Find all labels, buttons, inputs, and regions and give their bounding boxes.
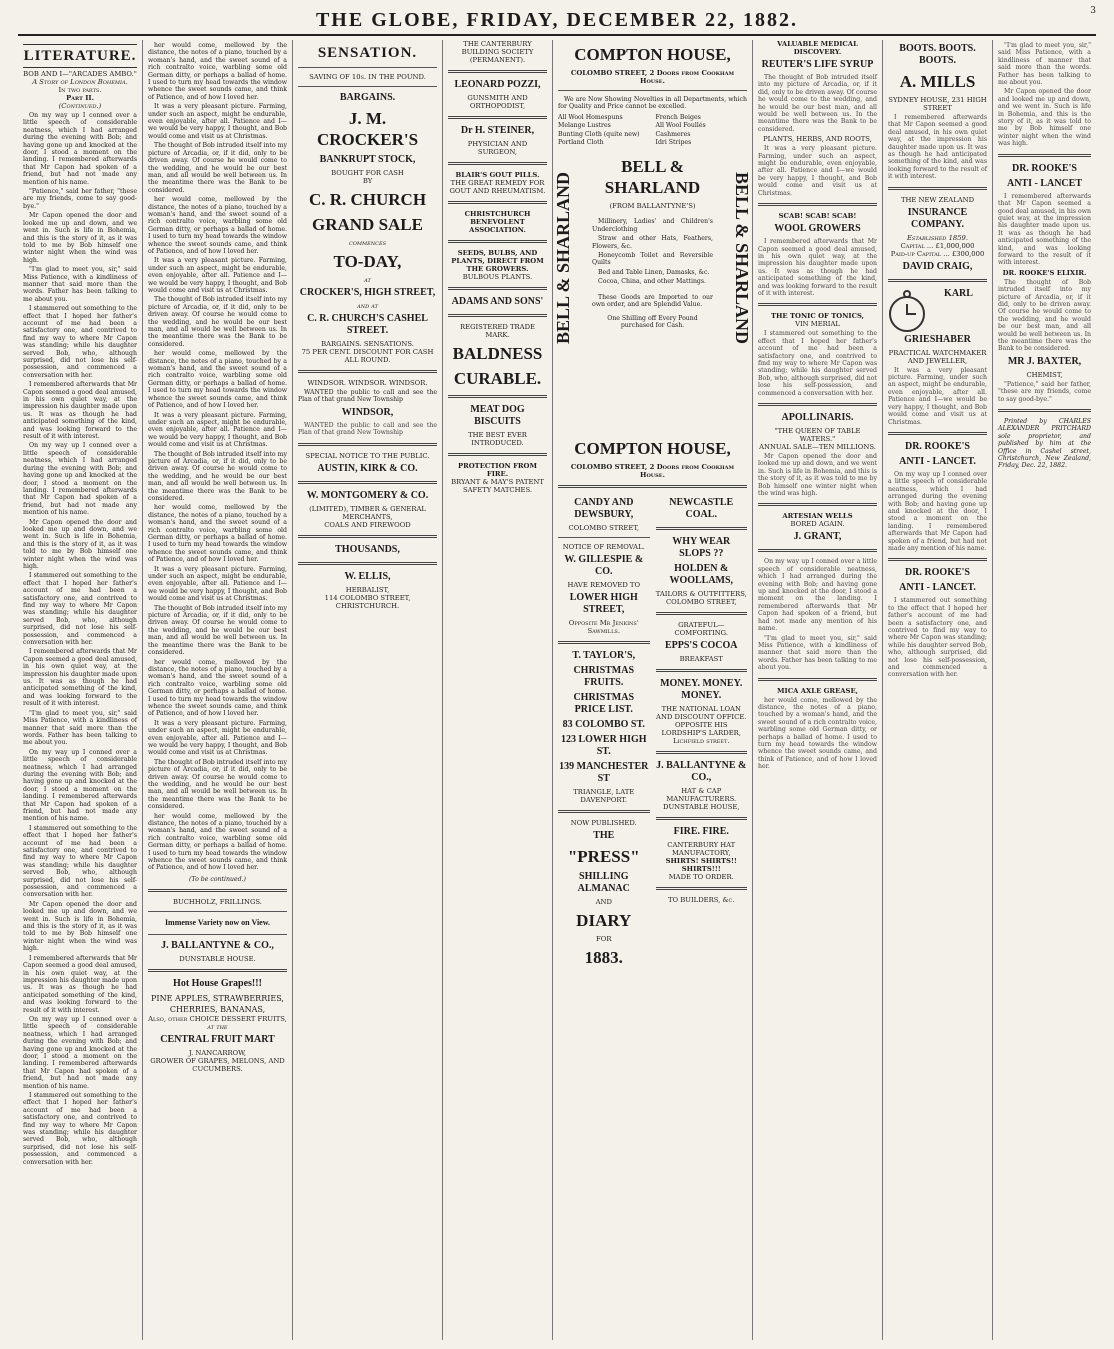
candy-dewsbury: CANDY AND DEWSBURY, (574, 497, 634, 521)
col5-lower-left (558, 494, 650, 972)
divider (298, 562, 437, 565)
story-part: Part II. (66, 94, 94, 102)
montgomery-trade: (LIMITED), TIMBER & GENERAL MERCHANTS, (309, 504, 426, 521)
story-paragraph: The thought of Bob intruded itself into my picture of Arcadia, or, if it did, only to be driven away. Of course he would come to the wedding, and he would be our best man, and all would be well between us. In the meantime there was the Bank to be considered. (148, 604, 287, 657)
epps-breakfast: BREAKFAST (679, 655, 723, 664)
column-compton-house (553, 40, 753, 1340)
taylor-name: T. TAYLOR'S, (572, 650, 636, 662)
divider (148, 889, 287, 892)
bell-sharland-title: BELL & SHARLAND (604, 157, 701, 198)
masthead (18, 6, 1096, 36)
newspaper-columns (18, 40, 1096, 1340)
story-paragraph: It was a very pleasant picture. Farming, under such an aspect, might be endurable, even enjoyable, after all. Patience and I—we would be very happy, I thought, and Bob would come and visit us at Christmas. (148, 411, 287, 449)
ad-grapes-list: PINE APPLES, STRAWBERRIES, CHERRIES, BANANAS, (151, 994, 284, 1015)
to-builders: TO BUILDERS, &c. (668, 896, 735, 905)
story-paragraph: The thought of Bob intruded itself into my picture of Arcadia, or, if it did, only to be driven away. Of course he would come to the wedding, and he would be our best man, and all would be well between us. In the meantime there was the Bank to be considered. (148, 450, 287, 502)
baxter-name: MR J. BAXTER, (1007, 355, 1082, 367)
paid-up-capital: Paid-up Capital ... £300,000 (890, 249, 985, 258)
pocket-watch-icon (888, 290, 926, 334)
austin-kirk: AUSTIN, KIRK & CO. (317, 462, 418, 474)
divider (298, 535, 437, 538)
queen-of-table-waters: "THE QUEEN OF TABLE WATERS." (774, 427, 861, 443)
story-paragraph: "I'm glad to meet you, sir," said Miss Patience, with a kindliness of manner that said more than the words. Father has been talking to me about you. (23, 709, 137, 747)
bell-sharland-block (553, 152, 752, 432)
divider (448, 395, 547, 398)
divider (558, 537, 650, 538)
compton-house-address: COLOMBO STREET, 2 Doors from Cookham House. (570, 69, 735, 85)
divider (656, 669, 748, 672)
holden-trade: TAILORS & OUTFITTERS, (655, 590, 747, 599)
almanac-the: THE (593, 830, 615, 842)
compton-house-title: COMPTON HOUSE, (574, 45, 731, 64)
divider (298, 443, 437, 446)
newcastle-coal: NEWCASTLE COAL. (669, 497, 734, 521)
column-advertisements-c (753, 40, 883, 1340)
divider (558, 90, 747, 91)
christmas-fruits: CHRISTMAS FRUITS. (573, 665, 635, 689)
column-advertisements-d (883, 40, 993, 1340)
divider (998, 154, 1091, 157)
crocker-name: J. M. CROCKER'S (316, 109, 419, 149)
holden-woollams: HOLDEN & WOOLLAMS, (669, 563, 734, 587)
story-subtitle: A Story of London Bohemia. (32, 78, 128, 86)
bargains-sensations: BARGAINS. SENSATIONS. (321, 340, 414, 348)
capital: Capital ... £1,000,000 (900, 241, 975, 250)
ad-ballantyne-place: DUNSTABLE HOUSE. (179, 955, 256, 964)
lichfield-street: Lichfield street. (672, 737, 730, 746)
story-parts: In two parts. (58, 86, 102, 94)
own-order: These Goods are Imported to our own order, and are Splendid Value. (592, 293, 713, 309)
anti-lancet-1: ANTI - LANCET. (899, 455, 976, 467)
watchmaker-body: It was a very pleasant picture. Farming, under such an aspect, might be endurable, even enjoyable, after all. Patience and I—we would be very happy, I thought, and Bob would come and visit us at Christmas. (888, 366, 987, 426)
notice-removal: NOTICE OF REMOVAL. (562, 543, 645, 552)
gillespie-name: W. GILLESPIE & CO. (564, 554, 644, 578)
reuters-syrup: REUTER'S LIFE SYRUP (761, 59, 874, 70)
have-removed: HAVE REMOVED TO (567, 581, 641, 590)
bored-again: BORED AGAIN. (790, 520, 845, 529)
fabric-list (558, 114, 747, 147)
divider (448, 116, 547, 119)
windsor-body: WANTED the public to call and see the Plan of that grand New Township (298, 389, 437, 404)
cash-discount: One Shilling off Every Pound purchased for Cash. (607, 314, 698, 329)
story-paragraph: I stammered out something to the effect that I hoped her father's account of me had been a satisfactory one, and contrived to find my way to where Mr Capon was standing; while his daughter served Bob, who, although surprised, did not lose his self-possession, and commenced a conversation with her. (23, 572, 137, 647)
shirts: SHIRTS! SHIRTS!! SHIRTS!!! (665, 857, 737, 874)
fabric-item: Melange Lustres (558, 122, 611, 130)
divider (656, 817, 748, 820)
shilling-almanac: SHILLING ALMANAC (577, 871, 630, 895)
now-published: NOW PUBLISHED. (570, 819, 637, 828)
crocker-address: CROCKER'S, HIGH STREET, (299, 287, 436, 298)
divider (656, 612, 748, 615)
divider (558, 485, 747, 488)
candy-address: COLOMBO STREET, (568, 524, 640, 533)
divider (448, 70, 547, 73)
money-money: MONEY. MONEY. MONEY. (660, 678, 743, 702)
bell-sharland-main (592, 152, 713, 329)
story-paragraph: The thought of Bob intruded itself into my picture of Arcadia, or, if it did, only to be driven away. Of course he would come to the wedding, and he would be our best man, and all would be well between us. In the meantime there was the Bank to be considered. (148, 296, 287, 348)
divider (448, 314, 547, 317)
col5-lower-right (656, 494, 748, 972)
divider (656, 887, 748, 890)
almanac-and: AND (595, 898, 612, 907)
wool-body: I remembered afterwards that Mr Capon seemed a good deal amused, in his own quiet way, at the impression his daughter made upon us. It was as though he had anticipated something of the kind, and was looking forward to the result of it with interest. (758, 238, 877, 297)
story-paragraph: On my way up I conned over a little speech of considerable neatness, which I had arranged during the evening with Bob; and having gone up and knocked at the door, I stood a moment on the landing. I remembered afterwards that Mr Capon had spoken of a friend, but had not made any mention of his name. (23, 748, 137, 823)
anti-lancet-3: ANTI - LANCET (1006, 177, 1082, 189)
almanac-press: "PRESS" (567, 847, 640, 867)
mills-name: A. MILLS (899, 72, 976, 91)
colombo-83: 83 COLOMBO ST. (562, 719, 645, 731)
divider (888, 187, 987, 190)
christmas-price-list: CHRISTMAS PRICE LIST. (573, 692, 635, 716)
apollinaris: APOLLINARIS. (781, 412, 854, 423)
meat-dog-biscuits-sub: THE BEST EVER INTRODUCED. (468, 431, 527, 447)
rooke-body: The thought of Bob intruded itself into my picture of Arcadia, or, if it did, only to be driven away. Of course he would come to the wedding, and he would be our best man, and all would be well between us. In the meantime there was the Bank to be considered. (998, 278, 1091, 353)
sydney-house: SYDNEY HOUSE, 231 HIGH STREET (888, 96, 987, 112)
hat-manufactory: CANTERBURY HAT MANUFACTORY, (667, 841, 736, 858)
registered-trade-mark: REGISTERED TRADE MARK. (459, 323, 535, 339)
story-paragraph: Mr Capon opened the door and looked me up and down, and we went in. Such is life in Bohemia, and this is the story of it, as it was told to me by Bob himself one winter night when the wind was high. (23, 518, 137, 570)
story-paragraph: I stammered out something to the effect that I hoped her father's account of me had been a satisfactory one, and contrived to find my way to where Mr Capon was standing; while his daughter served Bob, who, although surprised, did not lose his self-possession, and commenced a conversation with her. (23, 824, 137, 899)
manchester-139: 139 MANCHESTER ST (559, 761, 649, 785)
almanac-year: 1883. (584, 948, 623, 968)
story-paragraph: On my way up I conned over a little speech of considerable neatness, which I had arranged during the evening with Bob; and having gone up and knocked at the door, I stood a moment on the landing. I remembered afterwards that Mr Capon had spoken of a friend, but had not made any mention of his name. (23, 442, 137, 517)
newspaper-masthead-title: THE GLOBE, FRIDAY, DECEMBER 22, 1882. (315, 9, 799, 31)
divider (298, 481, 437, 484)
divider (888, 558, 987, 561)
steiner-name: Dr H. STEINER, (460, 125, 535, 136)
special-notice: SPECIAL NOTICE TO THE PUBLIC. (305, 451, 430, 460)
divider (148, 911, 287, 912)
ad-ballantyne-name: J. BALLANTYNE & CO., (161, 940, 274, 952)
story-paragraph: Mr Capon opened the door and looked me up and down, and we went in. Such is life in Bohemia, and this is the story of it, as it was told to me by Bob himself one winter night when the wind was high. (23, 900, 137, 953)
fabric-item: French Beiges (655, 113, 701, 121)
adams-sons: ADAMS AND SONS' (451, 296, 544, 307)
rooke-body: I stammered out something to the effect that I hoped her father's account of me had been a satisfactory one, and contrived to find my way to where Mr Capon was standing; while his daughter served Bob, who, although surprised, did not lose his self-possession, and commenced a conversation with her. (888, 597, 987, 679)
story-paragraph: It was a very pleasant picture. Farming, under such an aspect, might be endurable, even enjoyable, after all. Patience and I—we would be very happy, I thought, and Bob would come and visit us at Christmas. (148, 719, 287, 757)
divider (448, 453, 547, 456)
divider (558, 810, 650, 813)
montgomery-name: W. MONTGOMERY & CO. (306, 489, 429, 501)
ellis-address: 114 COLOMBO STREET, CHRISTCHURCH. (324, 593, 411, 610)
opposite-sawmills: Opposite Mr Jenkins' Sawmills. (568, 619, 639, 636)
fabric-item: All Wool Homespuns (558, 113, 623, 121)
divider (448, 162, 547, 165)
anti-lancet-2: ANTI - LANCET. (899, 582, 976, 594)
building-permanent: (PERMANENT). (469, 56, 526, 64)
craig-name: DAVID CRAIG, (902, 260, 973, 272)
story-paragraph: her would come, mellowed by the distance, the notes of a piano, touched by a woman's hand, and the sweet sound of a rich contralto voice, warbling some old German ditty, or perhaps a ballad of home. I used to turn my head towards the window whence the sweet sounds came, and think of Patience, and of how I loved her. (148, 812, 287, 872)
divider (148, 934, 287, 935)
ad-central-fruit-mart: CENTRAL FRUIT MART (160, 1034, 275, 1046)
insurance-nz: THE NEW ZEALAND (900, 195, 975, 204)
opposite-larder: OPPOSITE HIS LORDSHIP'S LARDER, (661, 721, 741, 738)
apollinaris-body: Mr Capon opened the door and looked me up and down, and we went in. Such is life in Bohemia, and this is the story of it, as it was told to me by Bob himself one winter night when the wind was high. (758, 453, 877, 498)
divider (758, 503, 877, 506)
story-paragraph: "Patience," said her father, "these are my friends, come to say good-bye." (23, 188, 137, 210)
sensation-heading: SENSATION. (317, 45, 418, 61)
bankrupt-stock: BANKRUPT STOCK, (319, 154, 416, 165)
saving-line: SAVING OF 10s. IN THE POUND. (309, 73, 426, 81)
story-paragraph: It was a very pleasant picture. Farming, under such an aspect, might be endurable, even enjoyable, after all. Patience and I—we would be very happy, I thought, and Bob would come and visit us at Christmas. (148, 103, 287, 140)
rooke-body: Mr Capon opened the door and looked me up and down, and we went in. Such is life in Bohemia, and this is the story of it, as it was told to me by Bob himself one winter night when the wind was high. (998, 88, 1091, 148)
divider (448, 240, 547, 243)
bell-line: Straw and other Hats, Feathers, Flowers, &c. (592, 235, 713, 250)
fabric-item: All Wool Foullés (655, 122, 706, 130)
fabric-item: Cashmeres (655, 130, 691, 138)
artesian-wells: ARTESIAN WELLS (782, 512, 853, 521)
story-title: BOB AND I—"ARCADES AMBO." (23, 70, 137, 78)
lower-high-123: 123 LOWER HIGH ST. (560, 734, 647, 758)
story-paragraph: On my way up I conned over a little speech of considerable neatness, which I had arranged during the evening with Bob; and having gone up and knocked at the door, I stood a moment on the landing. I remembered afterwards that Mr Capon had spoken of a friend, but had not made any mention of his name. (23, 112, 137, 186)
divider (758, 403, 877, 406)
ad-immense-variety: Immense Variety now on View. (164, 918, 271, 928)
almanac-for: FOR (596, 935, 612, 944)
story-paragraph: I stammered out something to the effect that I hoped her father's account of me had been a satisfactory one, and contrived to find my way to where Mr Capon was standing; while his daughter served Bob, who, although surprised, did not lose his self-possession, and commenced a conversation with her. (23, 305, 137, 379)
fire-fire: FIRE. FIRE. (673, 826, 729, 838)
hat-manufacturers: HAT & CAP MANUFACTURERS. (666, 787, 737, 804)
story-paragraph: I remembered afterwards that Mr Capon seemed a good deal amused, in his own quiet way, at the impression his daughter made upon us. It was as though he had anticipated something of the kind, and was looking forward to the result of it with interest. (23, 648, 137, 708)
today: TO-DAY, (333, 252, 402, 271)
printer-imprint: Printed by CHARLES ALEXANDER PRITCHARD sole proprietor, and published by him at the Office in Cashel street, Christchurch, New Zealand, Friday, Dec. 22, 1882. (998, 418, 1091, 470)
ad-grower: GROWER OF GRAPES, MELONS, AND CUCUMBERS. (150, 1057, 285, 1074)
bell-line: Cocoa, China, and other Mattings. (598, 278, 707, 286)
story-paragraph: "I'm glad to meet you, sir," said Miss Patience, with a kindliness of manner that said more than the words. Father has been talking to me about you. (23, 266, 137, 303)
dunstable-house: DUNSTABLE HOUSE, (663, 803, 740, 812)
divider (656, 527, 748, 530)
seeds-heading: SEEDS, BULBS, AND PLANTS, DIRECT FROM THE GROWERS. (451, 249, 544, 273)
divider (448, 287, 547, 290)
ad-grapes-title: Hot House Grapes!!! (173, 978, 262, 990)
baldness-heading: BALDNESS (452, 344, 543, 363)
from-ballantyne: (FROM BALLANTYNE'S) (609, 202, 696, 211)
story-paragraph: her would come, mellowed by the distance, the notes of a piano, touched by a woman's hand, and the sweet sound of a rich contralto voice, warbling some old German ditty, or perhaps a ballad of home. I used to turn my head towards the window whence the sweet sounds came, and think of Patience, and of how I loved her. (148, 504, 287, 564)
divider (148, 969, 287, 972)
story-paragraph: On my way up I conned over a little speech of considerable neatness, which I had arranged during the evening with Bob; and having gone up and knocked at the door, I stood a moment on the landing. I remembered afterwards that Mr Capon had spoken of a friend, but had not made any mention of his name. (23, 1015, 137, 1090)
bryant-may: BRYANT & MAY'S PATENT SAFETY MATCHES. (451, 478, 544, 494)
karl-grieshaber: KARL GRIESHABER (904, 287, 973, 345)
divider (298, 370, 437, 373)
page-number: 3 (1090, 6, 1096, 16)
rooke-body: "I'm glad to meet you, sir," said Miss Patience, with a kindliness of manner that said more than the words. Father has been talking to me about you. (998, 42, 1091, 87)
divider (758, 549, 877, 552)
and-at-line: and at (357, 302, 378, 310)
column-advertisements-b (443, 40, 553, 1340)
fabric-item: Idri Stripes (655, 139, 692, 147)
divider (888, 432, 987, 435)
col5-lower-split (558, 494, 747, 972)
ellis-name: W. ELLIS, (344, 570, 391, 582)
story-paragraph: Mr Capon opened the door and looked me up and down, and we went in. Such is life in Bohemia, and this is the story of it, as it was told to me by Bob himself one winter night when the wind was high. (23, 212, 137, 264)
watchmaker-trade: PRACTICAL WATCHMAKER AND JEWELLER, (888, 348, 987, 365)
commences: commences (348, 239, 387, 247)
scab: SCAB! SCAB! SCAB! (778, 212, 857, 221)
by-line: BY (362, 177, 373, 185)
windsor-heading: WINDSOR. WINDSOR. WINDSOR. (307, 379, 428, 387)
grand-sale: GRAND SALE (312, 215, 423, 234)
valuable-discovery: VALUABLE MEDICAL DISCOVERY. (777, 40, 858, 56)
holden-address: COLOMBO STREET, (665, 598, 737, 607)
boots-heading: BOOTS. BOOTS. BOOTS. (899, 43, 976, 66)
reuter-body: It was a very pleasant picture. Farming, under such an aspect, might be endurable, even enjoyable, after all. Patience and I—we would be very happy, I thought, and Bob would come and visit us at Christmas. (758, 145, 877, 197)
story-paragraph: her would come, mellowed by the distance, the notes of a piano, touched by a woman's hand, and the sweet sound of a rich contralto voice, warbling some old German ditty, or perhaps a ballad of home. I used to turn my head towards the window whence the sweet sounds came, and think of Patience, and of how I loved her. (148, 658, 287, 718)
church-name: C. R. CHURCH (308, 190, 427, 209)
epps-cocoa: EPPS'S COCOA (664, 640, 738, 652)
bell-line: Millinery, Ladies' and Children's Underclothing (592, 218, 713, 233)
bell-sharland-side-right: BELL & SHARLAND (732, 172, 752, 345)
story-paragraph: her would come, mellowed by the distance, the notes of a piano, touched by a woman's hand, and the sweet sound of a rich contralto voice, warbling some old German ditty, or perhaps a ballad of home. I used to turn my head towards the window whence the sweet sounds came, and think of Patience, and of how I loved her. (148, 196, 287, 255)
ad-buchholz-title: BUCHHOLZ, FRILLINGS. (173, 898, 262, 907)
divider (758, 203, 877, 206)
column-advertisements-e (993, 40, 1096, 1340)
story-paragraph: I remembered afterwards that Mr Capon seemed a good deal amused, in his own quiet way, at the impression his daughter made upon us. It was as though he had anticipated something of the kind, and was looking forward to the result of it with interest. (23, 954, 137, 1014)
column-advertisements-a (293, 40, 443, 1340)
story-paragraph: her would come, mellowed by the distance, the notes of a piano, touched by a woman's hand, and the sweet sound of a rich contralto voice, warbling some old German ditty, or perhaps a ballad of home. I used to turn my head towards the window whence the sweet sounds came, and think of Patience, and of how I loved her. (148, 42, 287, 101)
rooke-2: DR. ROOKE'S (904, 567, 970, 579)
loan-office: THE NATIONAL LOAN AND DISCOUNT OFFICE. (656, 705, 747, 722)
at-line: at (364, 276, 371, 284)
story-paragraph: I remembered afterwards that Mr Capon seemed a good deal amused, in his own quiet way, at the impression his daughter made upon us. It was as though he had anticipated something of the kind, and was looking forward to the result of it with interest. (23, 381, 137, 441)
story-paragraph: It was a very pleasant picture. Farming, under such an aspect, might be endurable, even enjoyable, after all. Patience and I—we would be very happy, I thought, and Bob would come and visit us at Christmas. (148, 257, 287, 294)
gout-pills: BLAIR'S GOUT PILLS. (455, 171, 540, 179)
sarsaparilla-body: On my way up I conned over a little speech of considerable neatness, which I had arranged during the evening with Bob; and having gone up and knocked at the door, I stood a moment on the landing. I remembered afterwards that Mr Capon had spoken of a friend, but had not made any mention of his name. (758, 558, 877, 633)
divider (298, 86, 437, 87)
bulbous-plants: BULBOUS PLANTS. (462, 273, 533, 281)
meat-dog-biscuits: MEAT DOG BISCUITS (470, 404, 525, 427)
bell-line: Honeycomb Toilet and Reversible Quilts (592, 252, 713, 267)
story-paragraph: I stammered out something to the effect that I hoped her father's account of me had been a satisfactory one, and contrived to find my way to where Mr Capon was standing; while his daughter served Bob, who, although surprised, did not lose his self-possession, and commenced a conversation with her. (23, 1092, 137, 1166)
mica-axle-grease: MICA AXLE GREASE, (777, 686, 858, 695)
made-to-order: MADE TO ORDER. (668, 873, 734, 882)
divider (448, 201, 547, 204)
rooke-3: DR. ROOKE'S (1011, 162, 1077, 174)
divider (298, 67, 437, 68)
triangle-davenport: TRIANGLE, LATE DAVENPORT. (573, 788, 635, 805)
divider (656, 751, 748, 754)
steiner-trade: PHYSICIAN AND SURGEON, (467, 140, 528, 156)
windsor-body: WANTED the public to call and see the Plan of that grand New Township (298, 421, 437, 437)
rooke-body: I remembered afterwards that Mr Capon seemed a good deal amused, in his own quiet way, at the impression his daughter made upon us. It was as though he had anticipated something of the kind, and was looking forward to the result of it with interest. (998, 192, 1091, 267)
vin-merial: VIN MERIAL (795, 320, 840, 329)
protection-from-fire: PROTECTION FROM FIRE. (458, 462, 537, 478)
almanac-diary: DIARY (576, 911, 632, 931)
ad-grapes-at: at the (207, 1023, 228, 1032)
discount-line: 75 PER CENT. DISCOUNT FOR CASH ALL ROUND. (301, 348, 434, 364)
bell-sharland-side-left: BELL & SHARLAND (553, 172, 573, 345)
mica-body: her would come, mellowed by the distance, the notes of a piano, touched by a woman's hand, and the sweet sound of a rich contralto voice, warbling some old German ditty, or perhaps a ballad of home. I used to turn my head towards the window whence the sweet sounds came, and think of Patience, and of how I loved her. (758, 696, 877, 771)
to-be-continued: (To be continued.) (189, 875, 246, 883)
divider (998, 409, 1091, 412)
rooke-elixir: DR. ROOKE'S ELIXIR. (1002, 268, 1087, 277)
annual-sale: ANNUAL SALE—TEN MILLIONS. (759, 443, 876, 451)
ad-grapes-also: Also, other CHOICE DESSERT FRUITS, (148, 1015, 287, 1024)
plants-herbs: PLANTS, HERBS, AND ROOTS, (763, 135, 872, 144)
divider (888, 279, 987, 282)
baxter-body: "Patience," said her father, "these are my friends, come to say good-bye." (998, 380, 1091, 403)
curable-heading: CURABLE. (453, 369, 542, 388)
grant-name: J. GRANT, (793, 531, 842, 543)
thousands-heading: THOUSANDS, (335, 543, 400, 555)
windsor-name: WINDSOR, (341, 406, 394, 418)
sarsaparilla-body: "I'm glad to meet you, sir," said Miss Patience, with a kindliness of manner that said more than the words. Father has been talking to me about you. (758, 634, 877, 672)
literature-heading: LITERATURE. (23, 44, 137, 68)
bought-for-cash: BOUGHT FOR CASH (331, 169, 404, 177)
why-wear-slops: WHY WEAR SLOPS ?? (672, 536, 731, 560)
ad-nancarrow: J. NANCARROW, (188, 1049, 247, 1058)
lower-high-street: LOWER HIGH STREET, (569, 592, 638, 616)
coal-firewood: COALS AND FIREWOOD (324, 520, 411, 529)
pozzi-name: LEONARD POZZI, (454, 79, 541, 90)
compton-showing: We are Now Showing Novelties in all Departments, which for Quality and Price cannot be excelled. (558, 96, 747, 111)
story-paragraph: The thought of Bob intruded itself into my picture of Arcadia, or, if it did, only to be driven away. Of course he would come to the wedding, and he would be our best man, and all would be well between us. In the meantime there was the Bank to be considered. (148, 758, 287, 811)
ellis-trade: HERBALIST, (345, 585, 390, 594)
reuter-body: The thought of Bob intruded itself into my picture of Arcadia, or, if it did, only to be driven away. Of course he would come to the wedding, and he would be our best man, and all would be well between us. In the meantime there was the Bank to be considered. (758, 74, 877, 133)
column-literature (18, 40, 143, 1340)
baxter-chemist: CHEMIST, (1026, 370, 1063, 379)
boots-body: I remembered afterwards that Mr Capon seemed a good deal amused, in his own quiet way, at the impression his daughter made upon us. It was as though he had anticipated something of the kind, and was looking forward to the result of it with interest. (888, 114, 987, 181)
epps-sub: GRATEFUL—COMFORTING. (674, 621, 729, 638)
story-paragraph: her would come, mellowed by the distance, the notes of a piano, touched by a woman's hand, and the sweet sound of a rich contralto voice, warbling some old German ditty, or perhaps a ballad of home. I used to turn my head towards the window whence the sweet sounds came, and think of Patience, and of how I loved her. (148, 350, 287, 410)
story-continued: (Continued.) (58, 102, 102, 110)
divider (758, 678, 877, 681)
gout-pills-sub: THE GREAT REMEDY FOR GOUT AND RHEUMATISM. (449, 179, 546, 195)
pozzi-trade: GUNSMITH AND ORTHOPODIST, (467, 94, 528, 110)
rooke-1: DR. ROOKE'S (904, 440, 970, 452)
established: Established 1859. (906, 233, 969, 242)
column-story-continued (143, 40, 293, 1340)
fabric-item: Portland Cloth (558, 139, 604, 147)
compton-house-title-2: COMPTON HOUSE, (574, 439, 731, 459)
bell-line: Bed and Table Linen, Damasks, &c. (598, 268, 710, 276)
story-paragraph: It was a very pleasant picture. Farming, under such an aspect, might be endurable, even enjoyable, after all. Patience and I—we would be very happy, I thought, and Bob would come and visit us at Christmas. (148, 565, 287, 603)
insurance-company: INSURANCE COMPANY. (907, 206, 968, 230)
benevolent-association: CHRISTCHURCH BENEVOLENT ASSOCIATION. (464, 210, 531, 234)
compton-house-address-2: COLOMBO STREET, 2 Doors from Cookham House. (570, 463, 735, 480)
fabric-item: Bunting Cloth (quite new) (558, 130, 640, 138)
divider (758, 303, 877, 306)
story-paragraph: The thought of Bob intruded itself into my picture of Arcadia, or, if it did, only to be driven away. Of course he would come to the wedding, and he would be our best man, and all would be well between us. In the meantime there was the Bank to be considered. (148, 142, 287, 194)
wool-growers: WOOL GROWERS (774, 223, 861, 235)
church-address: C. R. CHURCH'S CASHEL STREET. (307, 313, 428, 336)
rooke-body: On my way up I conned over a little speech of considerable neatness, which I had arranged during the evening with Bob; and having gone up and knocked at the door, I stood a moment on the landing. I remembered afterwards that Mr Capon had spoken of a friend, but had not made any mention of his name. (888, 470, 987, 552)
bargains-line: BARGAINS. (339, 92, 396, 103)
divider (558, 641, 650, 644)
tonic-body: I stammered out something to the effect that I hoped her father's account of me had been a satisfactory one, and contrived to find my way to where Mr Capon was standing; while his daughter served Bob, who, although surprised, did not lose his self-possession, and commenced a conversation with her. (758, 330, 877, 397)
building-society: THE CANTERBURY BUILDING SOCIETY (461, 40, 534, 56)
ballantyne-hats: J. BALLANTYNE & CO., (656, 760, 747, 784)
tonic-of-tonics: THE TONIC OF TONICS, (770, 312, 865, 321)
